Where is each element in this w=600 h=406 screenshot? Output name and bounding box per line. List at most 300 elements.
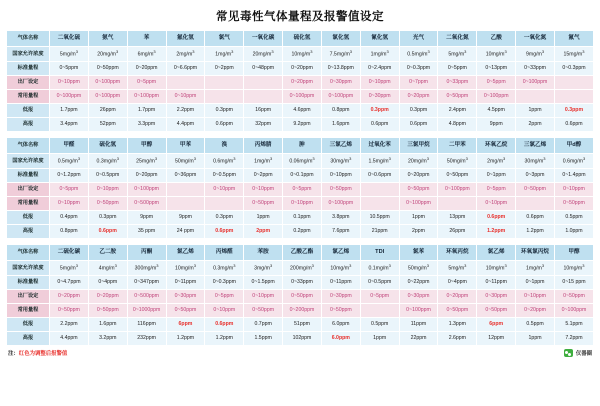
cell: 0~1.4ppm	[554, 169, 593, 183]
gas-table-block-1	[6, 30, 594, 132]
cell: 6.0ppm	[321, 318, 360, 332]
cell: $5mg/m^3$	[50, 261, 89, 276]
row-standard-range	[7, 169, 594, 183]
gas-name-cell: 一氧化氮	[516, 31, 555, 47]
cell: 0.3ppm	[205, 211, 244, 225]
wechat-icon	[564, 349, 573, 357]
cell: 0.6ppm	[205, 225, 244, 239]
cell: 0~50ppm	[321, 304, 360, 318]
cell: 0~0.6ppm	[360, 169, 399, 183]
cell: 0~50ppm	[88, 304, 127, 318]
cell: 0~50ppm	[321, 183, 360, 197]
cell: 0~50ppm	[438, 90, 477, 104]
gas-name-cell: 甲醛	[50, 138, 89, 154]
cell: $7.5mg/m^3$	[321, 47, 360, 62]
cell: 0~4ppm	[88, 276, 127, 290]
gas-name-cell: TDI	[360, 245, 399, 261]
cell: 0~10ppm	[516, 290, 555, 304]
gas-name-cell: 溴	[205, 138, 244, 154]
cell: $6mg/m^3$	[127, 47, 166, 62]
row-common-range	[7, 304, 594, 318]
footer	[6, 349, 594, 357]
cell: 0.8ppm	[50, 225, 89, 239]
row-label-common: 常用量程	[7, 90, 50, 104]
cell	[166, 183, 205, 197]
cell: 0~6.6ppm	[166, 62, 205, 76]
cell: 0~22ppm	[399, 276, 438, 290]
gas-name-cell: 氯苯	[399, 245, 438, 261]
cell: 0~0.5ppm	[360, 276, 399, 290]
cell: 0~5ppm	[477, 183, 516, 197]
cell: 0~100ppm	[321, 90, 360, 104]
cell: 0~10ppm	[477, 197, 516, 211]
cell: 0~50ppm	[283, 290, 322, 304]
cell: 0.3ppm	[88, 211, 127, 225]
gas-name-cell: 环氧丙烷	[438, 245, 477, 261]
gas-name-cell: 环氧氯丙烷	[516, 245, 555, 261]
cell: 3.8ppm	[321, 211, 360, 225]
cell: 4.6ppm	[283, 104, 322, 118]
cell: 1.2ppm	[516, 225, 555, 239]
row-label-high: 高报	[7, 225, 50, 239]
cell: 0.4ppm	[50, 211, 89, 225]
cell: 2.6ppm	[438, 332, 477, 346]
cell: 2.2ppm	[166, 104, 205, 118]
cell: 0~30ppm	[321, 290, 360, 304]
cell: 9ppm	[477, 118, 516, 132]
cell: 26ppm	[438, 225, 477, 239]
brand-watermark	[564, 349, 592, 357]
cell: 0~10ppm	[244, 290, 283, 304]
cell: 0~20ppm	[127, 62, 166, 76]
cell: 0~100ppm	[516, 76, 555, 90]
cell: $0.6mg/m^3$	[554, 154, 593, 169]
gas-name-cell: 二甲苯	[438, 138, 477, 154]
cell: $2mg/m^3$	[477, 154, 516, 169]
cell: 0~100ppm	[438, 183, 477, 197]
cell: 0~50ppm	[477, 304, 516, 318]
cell: $50mg/m^3$	[166, 154, 205, 169]
cell	[360, 183, 399, 197]
cell: 0~5ppm	[205, 290, 244, 304]
cell: 0~50ppm	[554, 290, 593, 304]
cell: 0.6ppm	[516, 211, 555, 225]
cell: $300mg/m^3$	[127, 261, 166, 276]
cell: 0.6ppm	[399, 118, 438, 132]
row-label-allow: 国家允许浓度	[7, 261, 50, 276]
cell: 6ppm	[166, 318, 205, 332]
cell: 0~20ppm	[516, 304, 555, 318]
cell: 2ppm	[244, 225, 283, 239]
gas-name-header-row	[7, 31, 594, 47]
row-low-alarm	[7, 318, 594, 332]
cell: 0~5ppm	[477, 76, 516, 90]
gas-name-cell: 三氯甲烷	[399, 138, 438, 154]
cell: 0~10ppm	[244, 183, 283, 197]
cell: 0~1ppm	[477, 169, 516, 183]
cell: 2.4ppm	[438, 104, 477, 118]
cell: 9ppm	[127, 211, 166, 225]
row-common-range	[7, 197, 594, 211]
cell: 0~0.5ppm	[205, 169, 244, 183]
cell: 12ppm	[477, 332, 516, 346]
gas-name-cell: 硫化氢	[283, 31, 322, 47]
cell	[205, 76, 244, 90]
cell: 0~48ppm	[244, 62, 283, 76]
cell: 0~33ppm	[516, 62, 555, 76]
gas-name-cell: 氟化氢	[166, 31, 205, 47]
cell: 3.3ppm	[127, 118, 166, 132]
cell: 1ppm	[244, 211, 283, 225]
cell: 0~1.2ppm	[50, 169, 89, 183]
cell: 0~11ppm	[321, 276, 360, 290]
cell: 0~5ppm	[50, 62, 89, 76]
gas-name-cell: 一氧化碳	[244, 31, 283, 47]
row-label-name: 气体名称	[7, 245, 50, 261]
cell: $1mg/m^3$	[360, 47, 399, 62]
cell: $30mg/m^3$	[516, 154, 555, 169]
gas-name-cell: 苯	[127, 31, 166, 47]
row-common-range	[7, 90, 594, 104]
cell: 0~2ppm	[244, 169, 283, 183]
cell: 0~100ppm	[554, 304, 593, 318]
cell: 0~30ppm	[321, 76, 360, 90]
cell: 0~1ppm	[516, 276, 555, 290]
row-label-name: 气体名称	[7, 31, 50, 47]
cell: 2.2ppm	[50, 318, 89, 332]
cell: $10mg/m^3$	[283, 47, 322, 62]
row-label-common: 常用量程	[7, 197, 50, 211]
cell: 0~0.5ppm	[88, 169, 127, 183]
cell: 1ppm	[516, 104, 555, 118]
cell: 0~100ppm	[321, 197, 360, 211]
footer-note	[8, 349, 67, 357]
cell: 0~10ppm	[166, 90, 205, 104]
cell: 1.2ppm	[477, 225, 516, 239]
gas-name-cell: 环氧乙烷	[477, 138, 516, 154]
cell: 0~50ppm	[438, 169, 477, 183]
cell: 0~50ppm	[244, 304, 283, 318]
cell: 4.4ppm	[166, 118, 205, 132]
cell: 0~2ppm	[205, 62, 244, 76]
gas-name-cell: 丙烯腈	[244, 138, 283, 154]
cell: 0~50ppm	[399, 183, 438, 197]
cell: 0.5ppm	[360, 318, 399, 332]
cell: 0~5ppm	[283, 183, 322, 197]
row-label-low: 低报	[7, 104, 50, 118]
cell: 0~100ppm	[127, 183, 166, 197]
cell: $1mg/m^3$	[244, 154, 283, 169]
cell: $30mg/m^3$	[321, 154, 360, 169]
cell	[554, 76, 593, 90]
gas-name-cell: 苯胺	[244, 245, 283, 261]
gas-name-cell: 氯气	[205, 31, 244, 47]
cell: 0.6ppm	[554, 118, 593, 132]
row-label-range: 标准量程	[7, 276, 50, 290]
brand-label: 仪器圈	[575, 351, 592, 357]
cell: $50mg/m^3$	[438, 154, 477, 169]
row-high-alarm	[7, 225, 594, 239]
gas-name-cell: 过氧化苯	[360, 138, 399, 154]
cell: 0~10ppm	[321, 169, 360, 183]
gas-name-cell: 氯乙烯	[477, 245, 516, 261]
gas-name-cell: 氯乙烯	[321, 245, 360, 261]
cell: 102ppm	[283, 332, 322, 346]
cell	[205, 197, 244, 211]
cell: 22ppm	[399, 332, 438, 346]
cell	[360, 304, 399, 318]
cell: 0~20ppm	[127, 169, 166, 183]
row-label-name: 气体名称	[7, 138, 50, 154]
cell: 0~0.3ppm	[399, 62, 438, 76]
cell: 1.2ppm	[205, 332, 244, 346]
cell: $5mg/m^3$	[438, 261, 477, 276]
cell	[244, 90, 283, 104]
gas-name-header-row	[7, 138, 594, 154]
cell: 11ppm	[399, 318, 438, 332]
cell: 0~200ppm	[283, 304, 322, 318]
cell: $0.6mg/m^3$	[205, 154, 244, 169]
gas-name-cell: 三氯乙烯	[321, 138, 360, 154]
cell: 0~50ppm	[50, 304, 89, 318]
row-label-high: 高报	[7, 332, 50, 346]
cell: 0~0.3ppm	[205, 276, 244, 290]
gas-name-cell: 乙酸	[477, 31, 516, 47]
cell: 0~20ppm	[399, 169, 438, 183]
row-factory-setting	[7, 290, 594, 304]
row-label-high: 高报	[7, 118, 50, 132]
cell: 0~100ppm	[50, 90, 89, 104]
cell: 0~20ppm	[88, 290, 127, 304]
gas-name-cell: 硫化氢	[88, 138, 127, 154]
cell: 32ppm	[244, 118, 283, 132]
row-label-common: 常用量程	[7, 304, 50, 318]
cell: $0.3mg/m^3$	[205, 261, 244, 276]
gas-name-cell: 丙烯醛	[205, 245, 244, 261]
cell: $20mg/m^3$	[244, 47, 283, 62]
cell: 0~1.5ppm	[244, 276, 283, 290]
cell: 13ppm	[438, 211, 477, 225]
cell: 0~10ppm	[360, 76, 399, 90]
cell: $10mg/m^3$	[477, 47, 516, 62]
cell: 0~100ppm	[477, 90, 516, 104]
cell: 0~347ppm	[127, 276, 166, 290]
cell: $1mg/m^3$	[516, 261, 555, 276]
footer-note-prefix: 注：	[8, 351, 19, 357]
cell: 0.5ppm	[554, 211, 593, 225]
cell: 0~1000ppm	[127, 304, 166, 318]
cell: 1.5ppm	[244, 332, 283, 346]
cell: 0.6ppm	[205, 318, 244, 332]
cell: 0~10ppm	[554, 183, 593, 197]
row-label-range: 标准量程	[7, 169, 50, 183]
gas-name-cell: 甲醇	[554, 245, 593, 261]
cell: $25mg/m^3$	[127, 154, 166, 169]
cell: 0~10ppm	[50, 76, 89, 90]
row-label-factory: 出厂设定	[7, 290, 50, 304]
cell: 24 ppm	[166, 225, 205, 239]
gas-name-header-row	[7, 245, 594, 261]
row-low-alarm	[7, 211, 594, 225]
cell: 0~100ppm	[399, 304, 438, 318]
cell: 0~20ppm	[283, 62, 322, 76]
cell: 0~5ppm	[360, 290, 399, 304]
cell: 0~50ppm	[438, 304, 477, 318]
gas-name-cell: 乙二胺	[88, 245, 127, 261]
cell: 5.1ppm	[554, 318, 593, 332]
cell: 0~50ppm	[88, 62, 127, 76]
cell: 1ppm	[516, 332, 555, 346]
cell: 1.6ppm	[88, 318, 127, 332]
cell: 2ppm	[399, 225, 438, 239]
cell: 1.6ppm	[321, 118, 360, 132]
cell: $0.1mg/m^3$	[360, 261, 399, 276]
cell: 0.3ppm	[205, 104, 244, 118]
cell: $3mg/m^3$	[244, 261, 283, 276]
cell: 0.6ppm	[205, 118, 244, 132]
gas-name-cell: 二硫化碳	[50, 245, 89, 261]
cell: $9mg/m^3$	[516, 47, 555, 62]
gas-name-cell: 氟气	[554, 31, 593, 47]
gas-name-cell: 二氧化硫	[50, 31, 89, 47]
cell: 0~7ppm	[399, 76, 438, 90]
cell: 0~10ppm	[88, 183, 127, 197]
cell: $5mg/m^3$	[50, 47, 89, 62]
cell: 0~4ppm	[438, 276, 477, 290]
cell: 16ppm	[244, 104, 283, 118]
cell	[244, 76, 283, 90]
cell: 1.0ppm	[554, 225, 593, 239]
cell: 116ppm	[127, 318, 166, 332]
cell: 0~50ppm	[166, 304, 205, 318]
cell: 0~11ppm	[166, 276, 205, 290]
cell: 0.7ppm	[244, 318, 283, 332]
cell: 4.4ppm	[50, 332, 89, 346]
cell: 3.4ppm	[50, 118, 89, 132]
cell: 0.5ppm	[516, 318, 555, 332]
row-standard-range	[7, 276, 594, 290]
footer-note-red: 红色为调整后报警值	[18, 351, 68, 357]
cell: 26ppm	[88, 104, 127, 118]
cell: 0.3ppm	[554, 104, 593, 118]
cell: 0.6ppm	[477, 211, 516, 225]
cell: 51ppm	[283, 318, 322, 332]
cell	[166, 76, 205, 90]
cell: 0~100ppm	[88, 76, 127, 90]
cell: 7.2ppm	[554, 332, 593, 346]
cell: 0~2.4ppm	[360, 62, 399, 76]
cell	[516, 90, 555, 104]
cell: 0~50ppm	[516, 183, 555, 197]
cell: 0~13.8ppm	[321, 62, 360, 76]
cell: 0.3ppm	[360, 104, 399, 118]
cell	[360, 197, 399, 211]
cell: 0.6ppm	[360, 118, 399, 132]
cell: $0.06mg/m^3$	[283, 154, 322, 169]
cell: $4mg/m^3$	[88, 261, 127, 276]
gas-name-cell: 光气	[399, 31, 438, 47]
cell: 0~20ppm	[50, 290, 89, 304]
cell: 10.5ppm	[360, 211, 399, 225]
cell: 0~30ppm	[166, 290, 205, 304]
cell: 0~3ppm	[516, 169, 555, 183]
cell: 0~15 ppm	[554, 276, 593, 290]
cell: 0~5ppm	[438, 62, 477, 76]
cell: 9ppm	[166, 211, 205, 225]
row-label-low: 低报	[7, 318, 50, 332]
cell: 0~20ppm	[283, 76, 322, 90]
row-standard-range	[7, 62, 594, 76]
row-allowed-concentration	[7, 47, 594, 62]
cell: 0~13ppm	[477, 62, 516, 76]
row-factory-setting	[7, 76, 594, 90]
cell: 4.5ppm	[477, 104, 516, 118]
row-label-low: 低报	[7, 211, 50, 225]
cell: 0~50ppm	[244, 197, 283, 211]
row-high-alarm	[7, 118, 594, 132]
cell: 35 ppm	[127, 225, 166, 239]
row-allowed-concentration	[7, 154, 594, 169]
cell: 52ppm	[88, 118, 127, 132]
cell: 2ppm	[516, 118, 555, 132]
cell: $10mg/m^3$	[321, 261, 360, 276]
cell: 0.6ppm	[88, 225, 127, 239]
cell: 0~10ppm	[283, 197, 322, 211]
cell: 0~10ppm	[50, 197, 89, 211]
cell: $15mg/m^3$	[554, 47, 593, 62]
cell: 0~10ppm	[205, 304, 244, 318]
cell: 0.2ppm	[283, 225, 322, 239]
cell: $0.5mg/m^3$	[399, 47, 438, 62]
cell: 0~5ppm	[50, 183, 89, 197]
gas-name-cell: 氯乙烯	[166, 245, 205, 261]
cell: 0~33ppm	[438, 76, 477, 90]
gas-name-cell: 甲d醇	[554, 138, 593, 154]
gas-table-block-2	[6, 137, 594, 239]
gas-name-cell: 氰化氢	[360, 31, 399, 47]
tables-container	[6, 30, 594, 346]
cell: 0~100ppm	[399, 197, 438, 211]
cell: 0~50ppm	[88, 197, 127, 211]
cell: $50mg/m^3$	[399, 261, 438, 276]
cell	[516, 197, 555, 211]
cell: 0~11ppm	[477, 276, 516, 290]
cell: 0~30ppm	[360, 90, 399, 104]
cell: 7.6ppm	[321, 225, 360, 239]
gas-table-block-3	[6, 244, 594, 346]
row-label-allow: 国家允许浓度	[7, 47, 50, 62]
cell: $10mg/m^3$	[477, 261, 516, 276]
cell: 0~0.3ppm	[554, 62, 593, 76]
row-allowed-concentration	[7, 261, 594, 276]
cell: 232ppm	[127, 332, 166, 346]
cell: 1.7ppm	[127, 104, 166, 118]
gas-name-cell: 甲苯	[166, 138, 205, 154]
gas-name-cell: 乙酸乙酯	[283, 245, 322, 261]
cell: 0~30ppm	[399, 290, 438, 304]
cell: $10mg/m^3$	[166, 261, 205, 276]
cell	[554, 90, 593, 104]
cell: 21ppm	[360, 225, 399, 239]
gas-name-cell: 胂	[283, 138, 322, 154]
cell: 0.8ppm	[321, 104, 360, 118]
cell: 0~20ppm	[438, 290, 477, 304]
cell: $5mg/m^3$	[438, 47, 477, 62]
cell	[166, 197, 205, 211]
row-low-alarm	[7, 104, 594, 118]
cell: 1ppm	[360, 332, 399, 346]
cell: 0~33ppm	[283, 276, 322, 290]
